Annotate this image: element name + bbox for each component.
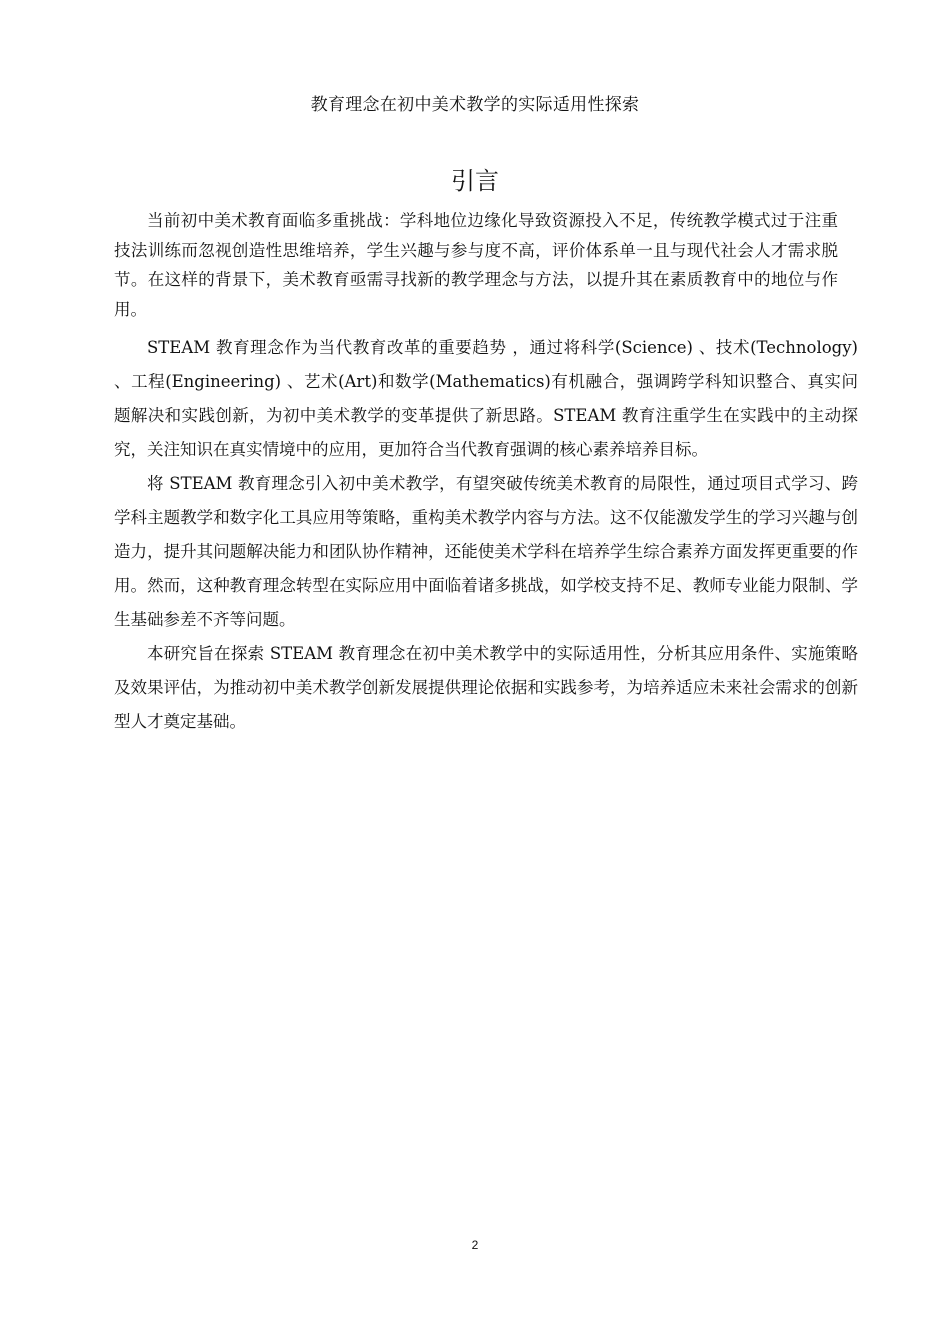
page-number: 2 (471, 1238, 479, 1252)
running-header: 教育理念在初中美术教学的实际适用性探索 (310, 95, 640, 115)
paragraph-research-aim: 本研究旨在探索 STEAM 教育理念在初中美术教学中的实际适用性，分析其应用条件、实施策略及效果评估，为推动初中美术教学创新发展提供理论依据和实践参考，为培养适应未来社会需求的创新型人才奠定基础。 (114, 644, 858, 731)
section-title: 引言 (451, 167, 499, 195)
paragraph-steam-application: 将 STEAM 教育理念引入初中美术教学，有望突破传统美术教育的局限性，通过项目式学习、跨学科主题教学和数字化工具应用等策略，重构美术教学内容与方法。这不仅能激发学生的学习兴趣与创造力，提升其问题解决能力和团队协作精神，还能使美术学科在培养学生综合素养方面发挥更重要的作用。然而，这种教育理念转型在实际应用中面临着诸多挑战，如学校支持不足、教师专业能力限制、学生基础参差不齐等问题。 (114, 474, 858, 629)
body-text (114, 206, 858, 739)
paragraph-challenges: 当前初中美术教育面临多重挑战：学科地位边缘化导致资源投入不足，传统教学模式过于注重技法训练而忽视创造性思维培养，学生兴趣与参与度不高，评价体系单一且与现代社会人才需求脱节。在这样的背景下，美术教育亟需寻找新的教学理念与方法，以提升其在素质教育中的地位与作用。 (114, 211, 838, 319)
paragraph-steam-concept: STEAM 教育理念作为当代教育改革的重要趋势 ，通过将科学(Science) 、技术(Technology) 、工程(Engineering) 、艺术(Art)和数学(Mathematics)有机融合，强调跨学科知识整合、真实问题解决和实践创新，为初中美术教学的变革提供了新思路。STEAM 教育注重学生在实践中的主动探究，关注知识在真实情境中的应用，更加符合当代教育强调的核心素养培养目标。 (114, 338, 858, 459)
